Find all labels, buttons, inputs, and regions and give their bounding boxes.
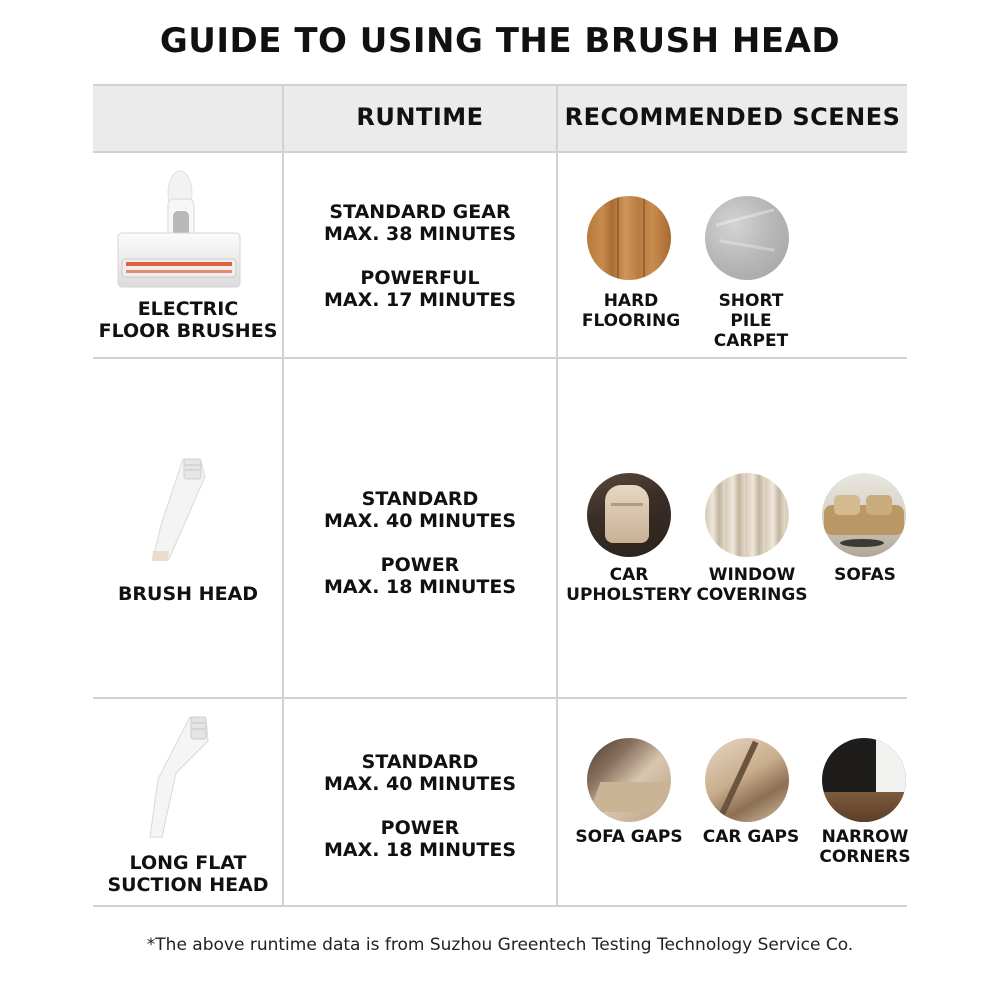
narrow-corners-icon xyxy=(822,738,906,822)
scene-label: CAR GAPS xyxy=(702,827,800,847)
recommended-scenes-header: RECOMMENDED SCENES xyxy=(564,103,901,131)
tool-name: BRUSH HEAD xyxy=(117,583,259,605)
long-flat-suction-head-icon xyxy=(138,713,218,843)
scene-label: CAR UPHOLSTERY xyxy=(566,565,692,605)
runtime-cell: STANDARD MAX. 40 MINUTES POWER MAX. 18 MINUTES xyxy=(323,751,517,861)
tool-name: ELECTRIC FLOOR BRUSHES xyxy=(98,298,278,342)
runtime-cell: STANDARD GEAR MAX. 38 MINUTES POWERFUL MAX. 17 MINUTES xyxy=(323,201,517,311)
electric-floor-brush-icon xyxy=(110,165,245,290)
window-coverings-icon xyxy=(705,473,789,557)
table-divider xyxy=(556,84,558,906)
scene-label: HARD FLOORING xyxy=(581,291,681,331)
scene-label: SOFA GAPS xyxy=(575,827,683,847)
brush-head-icon xyxy=(135,455,215,570)
short-pile-carpet-icon xyxy=(705,196,789,280)
runtime-cell: STANDARD MAX. 40 MINUTES POWER MAX. 18 MINUTES xyxy=(323,488,517,598)
page-title: GUIDE TO USING THE BRUSH HEAD xyxy=(159,21,841,61)
hard-flooring-icon xyxy=(587,196,671,280)
sofa-gaps-icon xyxy=(587,738,671,822)
scene-label: WINDOW COVERINGS xyxy=(696,565,808,605)
scene-label: SOFAS xyxy=(834,565,896,585)
car-gaps-icon xyxy=(705,738,789,822)
scene-label: SHORT PILE CARPET xyxy=(713,291,789,351)
runtime-header: RUNTIME xyxy=(356,103,484,131)
table-divider xyxy=(93,905,907,907)
car-upholstery-icon xyxy=(587,473,671,557)
tool-name: LONG FLAT SUCTION HEAD xyxy=(107,852,269,896)
table-divider xyxy=(93,357,907,359)
sofas-icon xyxy=(822,473,906,557)
table-divider xyxy=(93,697,907,699)
scene-label: NARROW CORNERS xyxy=(819,827,911,867)
table-divider xyxy=(93,151,907,153)
footnote: *The above runtime data is from Suzhou Greentech Testing Technology Service Co. xyxy=(146,935,854,955)
